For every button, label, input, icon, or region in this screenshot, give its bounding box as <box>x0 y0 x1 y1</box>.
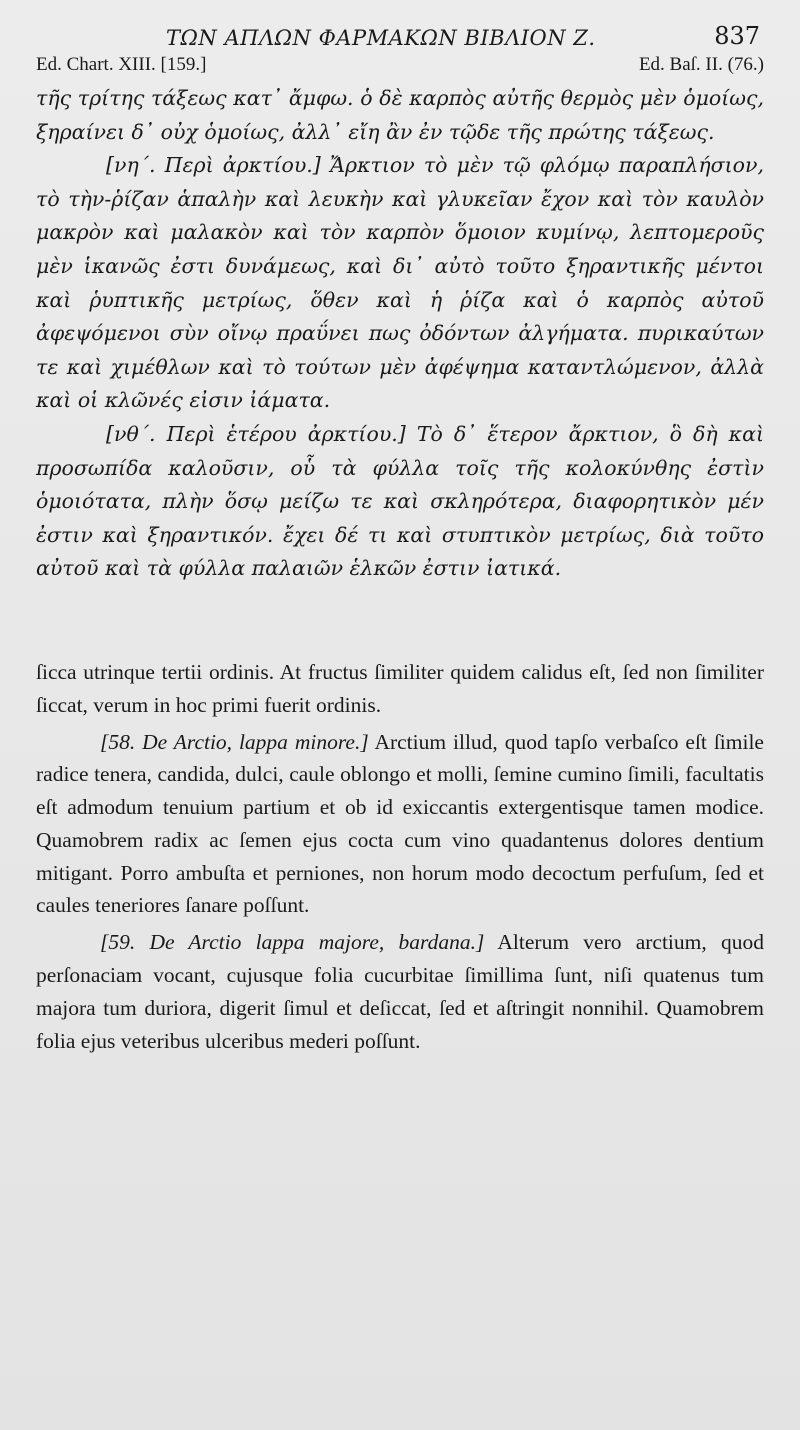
greek-paragraph-1: τῆς τρίτης τάξεως κατ᾽ ἄμφω. ὁ δὲ καρπὸς αὐτῆς θερμὸς μὲν ὁμοίως, ξηραίνει δ᾽ οὐχ ὁμοίως, ἀλλ᾽ εἴη ἂν ἐν τῷδε τῆς πρώτης τάξεως. <box>36 86 764 144</box>
section-gap <box>36 586 764 656</box>
greek-section-heading-59: [νθ΄. Περὶ ἑτέρου ἀρκτίου.] <box>106 421 406 446</box>
latin-paragraph-2-text: Arctium illud, quod tapſo verbaſco eſt ſimile radice tenera, candida, dulci, caule oblongo et molli, ſemine cumino ſimili, facultatis eſt admodum tenuium partium et ob id exiccantis extergentisque tamen modice. Quamobrem radix ac ſemen ejus cocta cum vino quadantenus dolores dentium mitigant. Porro ambuſta et perniones, non horum modo decoctum perfuſum, ſed et caules teneriores ſanare poſſunt. <box>36 729 764 918</box>
running-title: ΤΩΝ ΑΠΛΩΝ ΦΑΡΜΑΚΩΝ ΒΙΒΛΙΟΝ Ζ. <box>166 26 596 50</box>
page-header <box>36 20 764 54</box>
latin-section-heading-59: [59. De Arctio lappa majore, bardana.] <box>100 930 485 955</box>
latin-paragraph-3-text: Alterum vero arctium, quod perſonaciam vocant, cujusque folia cucurbitae ſimillima ſunt, niſi quatenus tum majora tum duriora, digerit ſimul et deſiccat, ſed et aſtringit nonnihil. Quamobrem folia ejus veteribus ulceribus mederi poſſunt. <box>36 930 764 1053</box>
latin-paragraph-1: ſicca utrinque tertii ordinis. At fructus ſimiliter quidem calidus eſt, ſed non ſimiliter ſiccat, verum in hoc primi fuerit ordinis. <box>36 659 764 717</box>
greek-text <box>36 82 764 586</box>
edition-basel: Ed. Baſ. II. (76.) <box>638 54 764 75</box>
page-number: 837 <box>714 22 760 50</box>
latin-paragraph-2 <box>36 726 764 923</box>
latin-text <box>36 656 764 1058</box>
latin-paragraph-3 <box>36 926 764 1057</box>
edition-chartier: Ed. Chart. XIII. [159.] <box>36 54 207 75</box>
greek-paragraph-3-text: Τὸ δ᾽ ἕτερον ἄρκτιον, ὃ δὴ καὶ προσωπίδα καλοῦσιν, οὗ τὰ φύλλα τοῖς τῆς κολοκύνθης ἐστὶν ὁμοιότατα, πλὴν ὅσῳ μείζω τε καὶ σκληρότερα, διαφορητικὸν μέν ἐστιν καὶ ξηραντικόν. ἔχει δέ τι καὶ στυπτικὸν μετρίως, διὰ τοῦτο αὐτοῦ καὶ τὰ φύλλα παλαιῶν ἑλκῶν ἐστιν ἰατικά. <box>36 421 764 581</box>
greek-section-heading-58: [νη΄. Περὶ ἀρκτίου.] <box>106 153 321 178</box>
greek-paragraph-2 <box>36 149 764 418</box>
latin-section-heading-58: [58. De Arctio, lappa minore.] <box>100 729 369 754</box>
greek-paragraph-3 <box>36 418 764 586</box>
edition-references <box>36 54 764 82</box>
greek-paragraph-2-text: Ἄρκτιον τὸ μὲν τῷ φλόμῳ παραπλήσιον, τὸ τὴν-ῥίζαν ἁπαλὴν καὶ λευκὴν καὶ γλυκεῖαν ἔχον καὶ τὸν καυλὸν μακρὸν καὶ μαλακὸν καὶ τὸν καρπὸν ὅμοιον κυμίνῳ, λεπτομεροῦς μὲν ἱκανῶς ἐστι δυνάμεως, καὶ δι᾽ αὐτὸ τοῦτο ξηραντικῆς μέντοι καὶ ῥυπτικῆς μετρίως, ὅθεν καὶ ἡ ῥίζα καὶ ὁ καρπὸς αὐτοῦ ἀφεψόμενοι σὺν οἴνῳ πραΰνει πως ὀδόντων ἀλγήματα. πυρικαύτων τε καὶ χιμέθλων καὶ τὸ τούτων μὲν ἀφέψημα καταντλώμενον, ἀλλὰ καὶ οἱ κλῶνές εἰσιν ἰάματα. <box>36 153 764 413</box>
